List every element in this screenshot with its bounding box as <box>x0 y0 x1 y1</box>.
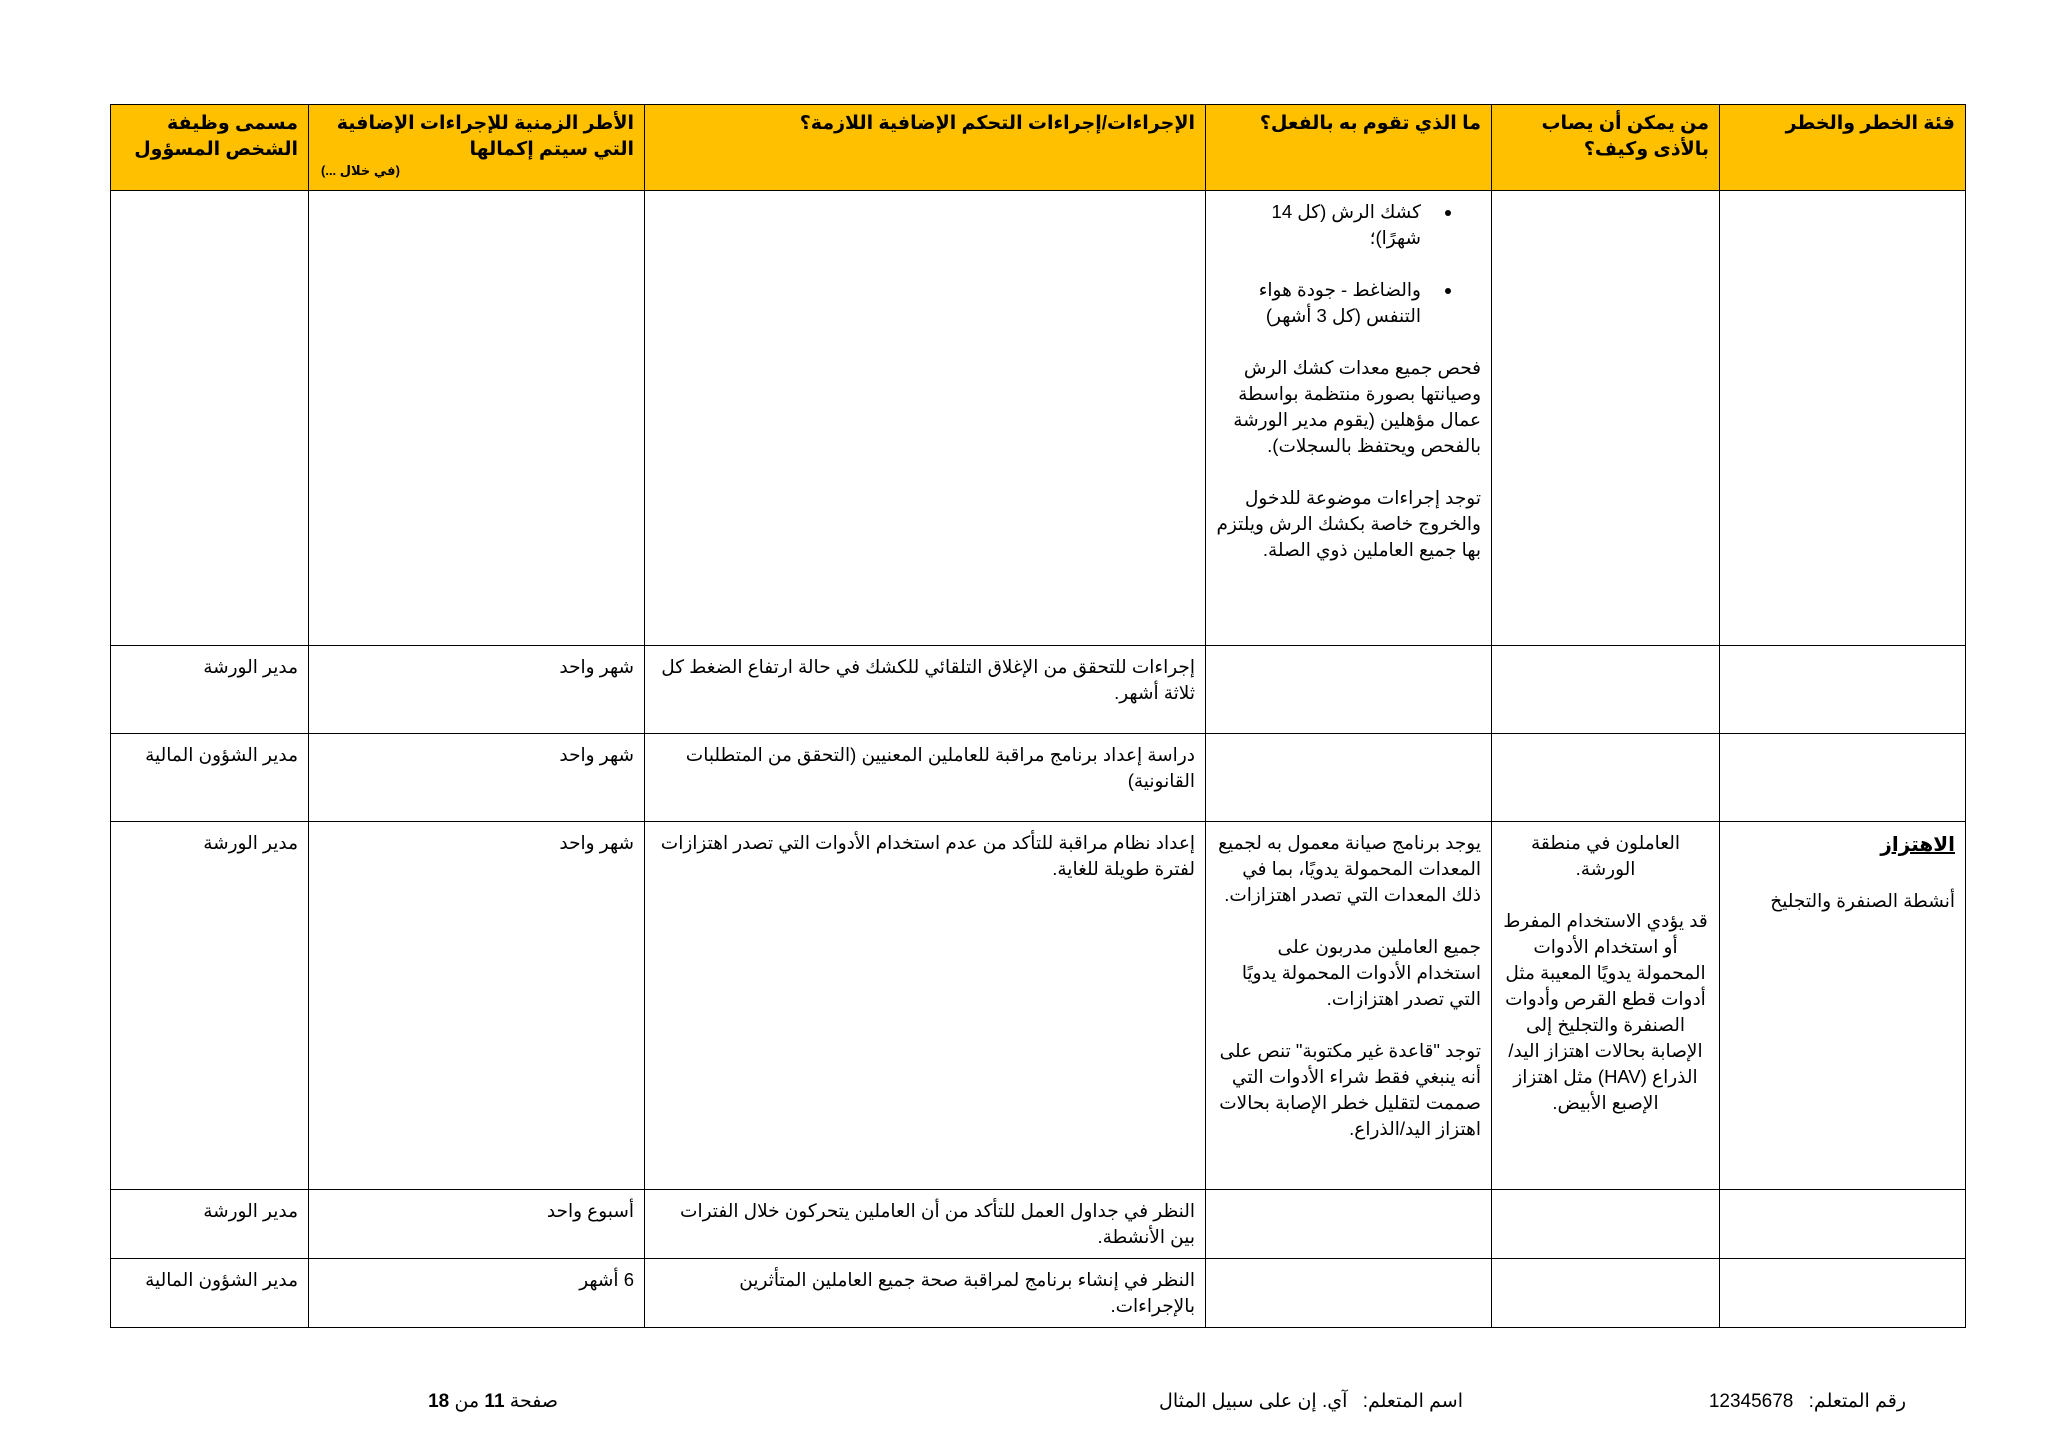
learner-number: 12345678 <box>1708 1391 1794 1412</box>
cell-doing <box>1206 1190 1492 1259</box>
header-timeframe-note: (في خلال ...) <box>321 163 400 178</box>
cell-hazard <box>1720 822 1966 1190</box>
table-row <box>111 191 1966 646</box>
cell-responsible: مدير الورشة <box>111 1190 309 1259</box>
learner-name: آي. إن على سبيل المثال <box>1159 1391 1348 1412</box>
cell-hazard <box>1720 1190 1966 1259</box>
table-row <box>111 822 1966 1190</box>
cell-hazard <box>1720 1259 1966 1328</box>
cell-timeframe <box>309 191 645 646</box>
cell-doing <box>1206 734 1492 822</box>
cell-doing <box>1206 191 1492 646</box>
header-hazard: فئة الخطر والخطر <box>1720 105 1966 191</box>
cell-who <box>1492 191 1720 646</box>
cell-hazard <box>1720 191 1966 646</box>
table-row <box>111 646 1966 734</box>
table-header-row <box>111 105 1966 191</box>
hazard-subtitle: أنشطة الصنفرة والتجليخ <box>1770 890 1955 911</box>
cell-actions: دراسة إعداد برنامج مراقبة للعاملين المعنيين (التحقق من المتطلبات القانونية) <box>645 734 1206 822</box>
cell-responsible: مدير الشؤون المالية <box>111 734 309 822</box>
cell-hazard <box>1720 734 1966 822</box>
cell-doing <box>1206 1259 1492 1328</box>
cell-timeframe: شهر واحد <box>309 734 645 822</box>
doing-paragraph: فحص جميع معدات كشك الرش وصيانتها بصورة منتظمة بواسطة عمال مؤهلين (يقوم مدير الورشة بالفحص ويحتفظ بالسجلات). <box>1233 357 1481 456</box>
cell-who <box>1492 646 1720 734</box>
cell-timeframe: أسبوع واحد <box>309 1190 645 1259</box>
page-of: من <box>454 1391 480 1412</box>
table-row <box>111 734 1966 822</box>
footer-learner-name <box>1159 1390 1463 1413</box>
footer-page-number <box>428 1390 558 1413</box>
cell-actions <box>645 191 1206 646</box>
doing-paragraph: توجد إجراءات موضوعة للدخول والخروج خاصة بكشك الرش ويلتزم بها جميع العاملين ذوي الصلة. <box>1216 487 1481 560</box>
who-paragraph: العاملون في منطقة الورشة. <box>1530 832 1680 879</box>
cell-timeframe: 6 أشهر <box>309 1259 645 1328</box>
footer-learner-number <box>1709 1390 1906 1413</box>
cell-timeframe: شهر واحد <box>309 822 645 1190</box>
table-row <box>111 1259 1966 1328</box>
learner-number-label: رقم المتعلم: <box>1808 1391 1906 1412</box>
risk-assessment-table <box>110 104 1966 1328</box>
page-current: 11 <box>484 1391 505 1412</box>
header-already-doing: ما الذي تقوم به بالفعل؟ <box>1206 105 1492 191</box>
cell-timeframe: شهر واحد <box>309 646 645 734</box>
who-paragraph: قد يؤدي الاستخدام المفرط أو استخدام الأدوات المحمولة يدويًا المعيبة مثل أدوات قطع القرص وأدوات الصنفرة والتجليخ إلى الإصابة بحالات اهتزاز اليد/الذراع (HAV) مثل اهتزاز الإصبع الأبيض. <box>1503 910 1708 1113</box>
list-item: • والضاغط - جودة هواء التنفس (كل 3 أشهر) <box>1216 277 1433 329</box>
cell-who <box>1492 1190 1720 1259</box>
header-responsible: مسمى وظيفة الشخص المسؤول <box>111 105 309 191</box>
cell-actions: النظر في جداول العمل للتأكد من أن العاملين يتحركون خلال الفترات بين الأنشطة. <box>645 1190 1206 1259</box>
header-who-harmed: من يمكن أن يصاب بالأذى وكيف؟ <box>1492 105 1720 191</box>
cell-doing <box>1206 822 1492 1190</box>
list-item: • كشك الرش (كل 14 شهرًا)؛ <box>1216 199 1433 251</box>
cell-who <box>1492 1259 1720 1328</box>
cell-actions: النظر في إنشاء برنامج لمراقبة صحة جميع العاملين المتأثرين بالإجراءات. <box>645 1259 1206 1328</box>
cell-responsible <box>111 191 309 646</box>
cell-doing <box>1206 646 1492 734</box>
doing-paragraph: يوجد برنامج صيانة معمول به لجميع المعدات المحمولة يدويًا، بما في ذلك المعدات التي تصدر اهتزازات. <box>1218 832 1481 905</box>
doing-paragraph: جميع العاملين مدربون على استخدام الأدوات المحمولة يدويًا التي تصدر اهتزازات. <box>1241 936 1481 1009</box>
cell-who <box>1492 822 1720 1190</box>
cell-responsible: مدير الشؤون المالية <box>111 1259 309 1328</box>
page-word: صفحة <box>509 1391 558 1412</box>
cell-responsible: مدير الورشة <box>111 646 309 734</box>
header-timeframe <box>309 105 645 191</box>
table-row <box>111 1190 1966 1259</box>
page-total: 18 <box>428 1391 450 1412</box>
hazard-title: الاهتزاز <box>1880 834 1955 856</box>
cell-actions: إجراءات للتحقق من الإغلاق التلقائي للكشك في حالة ارتفاع الضغط كل ثلاثة أشهر. <box>645 646 1206 734</box>
header-timeframe-label: الأطر الزمنية للإجراءات الإضافية التي سيتم إكمالها <box>336 113 634 160</box>
doing-paragraph: توجد "قاعدة غير مكتوبة" تنص على أنه ينبغي فقط شراء الأدوات التي صممت لتقليل خطر الإصابة بحالات اهتزاز اليد/الذراع. <box>1219 1040 1481 1139</box>
cell-hazard <box>1720 646 1966 734</box>
cell-who <box>1492 734 1720 822</box>
cell-responsible: مدير الورشة <box>111 822 309 1190</box>
cell-actions: إعداد نظام مراقبة للتأكد من عدم استخدام الأدوات التي تصدر اهتزازات لفترة طويلة للغاية. <box>645 822 1206 1190</box>
doing-bullet-list <box>1216 199 1481 329</box>
learner-name-label: اسم المتعلم: <box>1362 1391 1463 1412</box>
header-further-actions: الإجراءات/إجراءات التحكم الإضافية اللازمة؟ <box>645 105 1206 191</box>
